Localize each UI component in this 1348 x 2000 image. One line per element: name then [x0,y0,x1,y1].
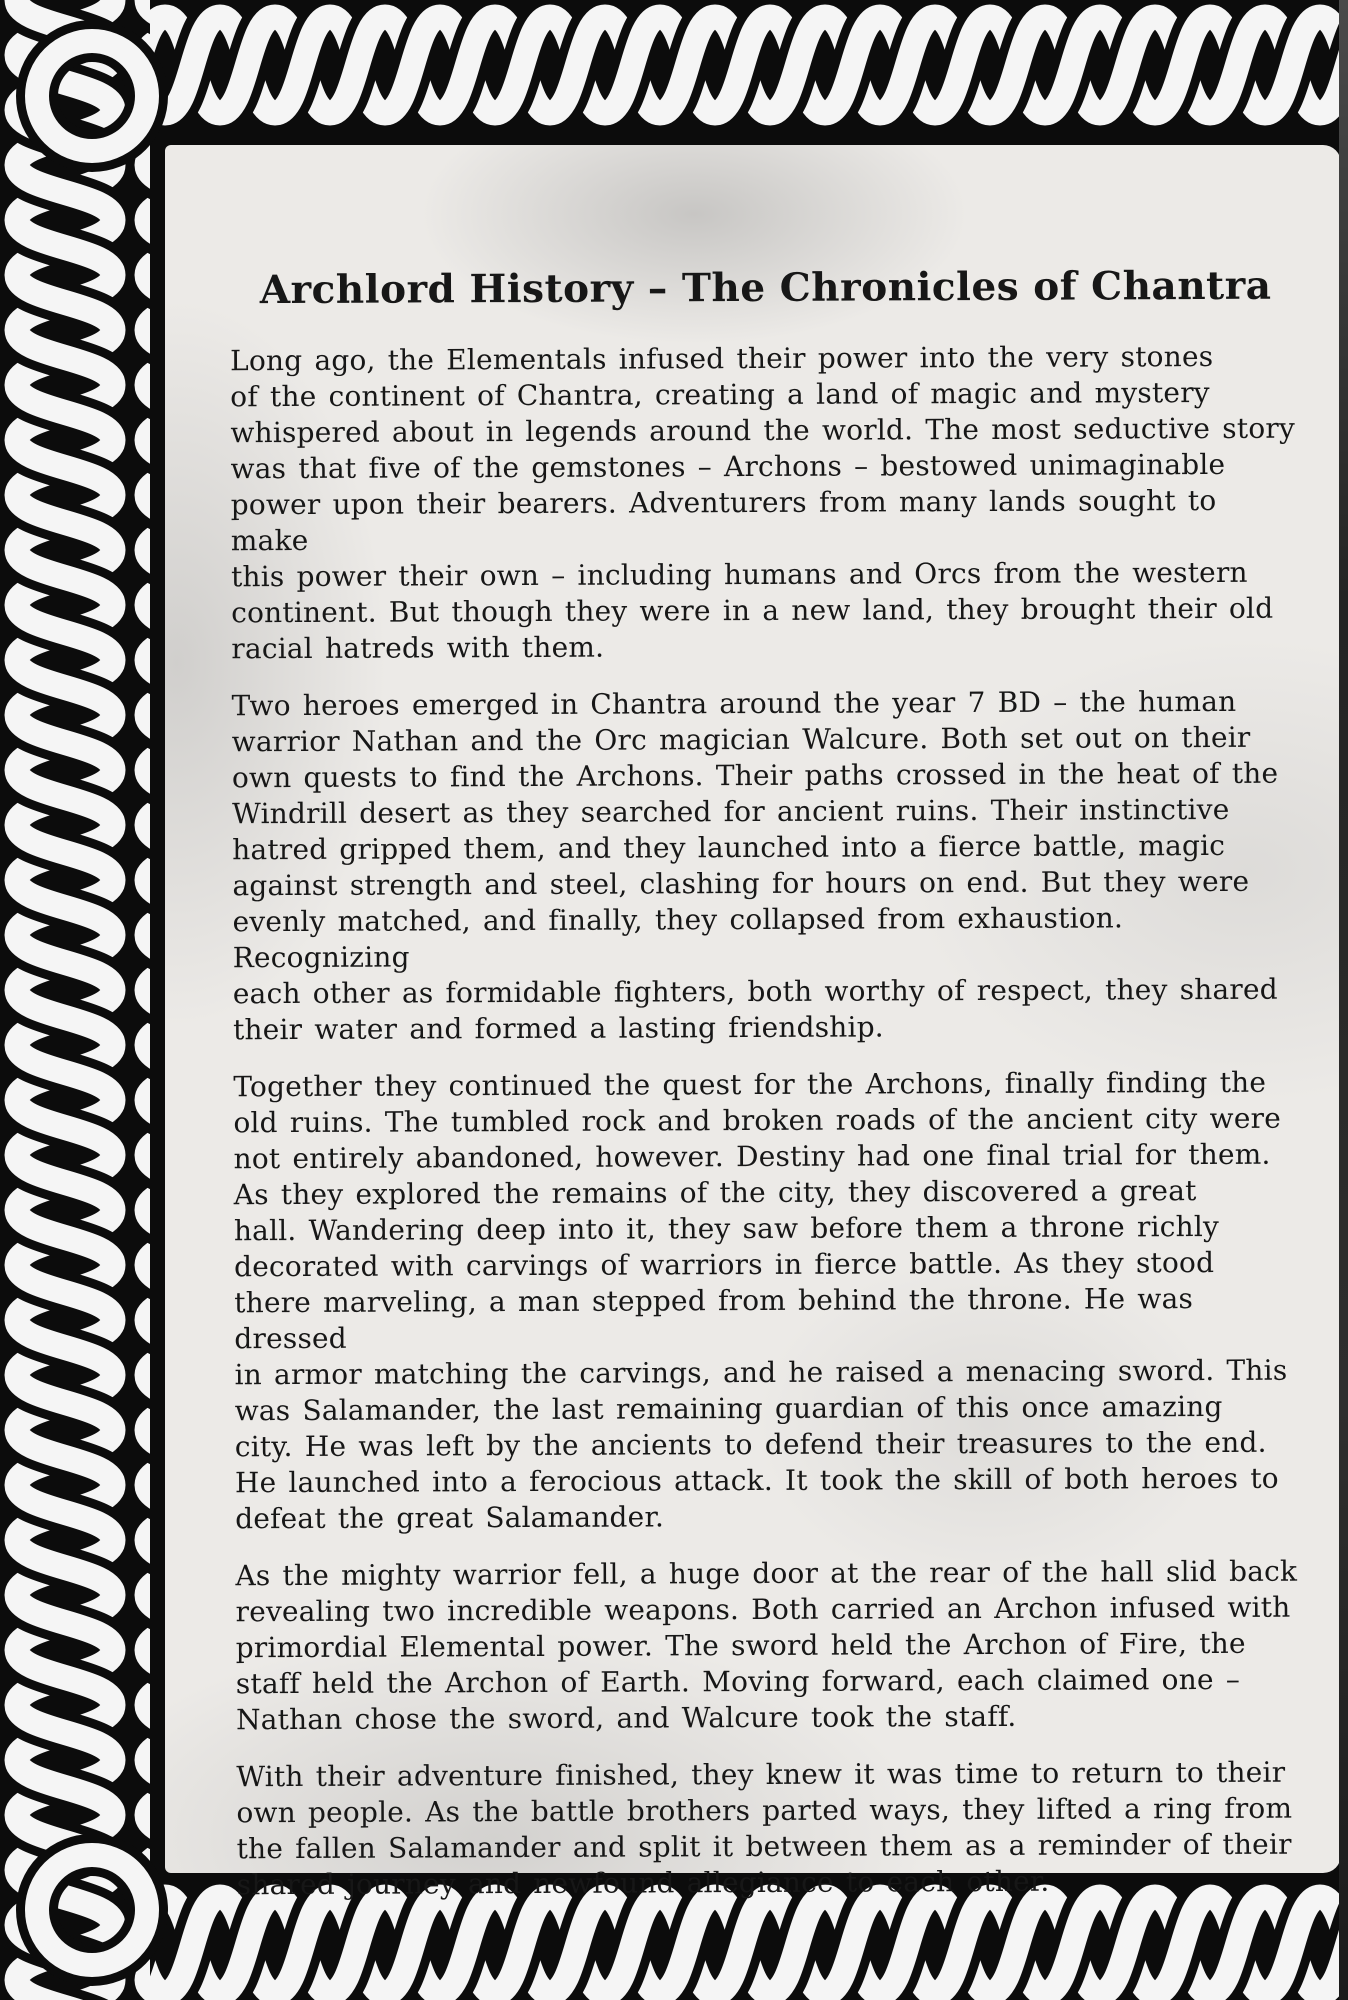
paper-sheet [165,145,1341,1902]
story-paragraph-4: As the mighty warrior fell, a huge door at the rear of the hall slid back revealing two incredible weapons. Both carried an Archon infused with primordial Elemental power. The sword held the Archon of Fire, the staff held the Archon of Earth. Moving forward, each claimed one – Nathan chose the sword, and Walcure took the staff. [235,1554,1298,1737]
story-paragraph-5: With their adventure finished, they knew it was time to return to their own people. As the battle brothers parted ways, they lifted a ring from the fallen Salamander and split it between them as a reminder of their shared journey and newfound allegiance to each other. [236,1755,1293,1902]
celtic-knot-border-top [0,0,1348,130]
page-title: Archlord History – The Chronicles of Chantra [259,262,1272,314]
story-paragraph-2: Two heroes emerged in Chantra around the year 7 BD – the human warrior Nathan and the Orc magician Walcure. Both set out on their own quests to find the Archons. Their paths crossed in the heat of the Windrill desert as they searched for ancient ruins. Their instinctive hatred gripped them, and they launched into a fierce battle, magic against strength and steel, clashing for hours on end. But they were evenly matched, and finally, they collapsed from exhaustion. Recognizing each other as formidable fighters, both worthy of respect, they shared their water and formed a lasting friendship. [231,684,1279,1047]
celtic-knot-border-left [0,0,150,2000]
story-paragraph-1: Long ago, the Elementals infused their power into the very stones of the continent of Chantra, creating a land of magic and mystery whispered about in legends around the world. The most seductive story was that five of the gemstones – Archons – bestowed unimaginable power upon their bearers. Adventurers from many lands sought to make this power their own – including humans and Orcs from the western continent. But though they were in a new land, they brought their old racial hatreds with them. [230,339,1296,666]
story-paragraph-3: Together they continued the quest for the Archons, finally finding the old ruins. The tumbled rock and broken roads of the ancient city were not entirely abandoned, however. Destiny had one final trial for them. As they explored the remains of the city, they discovered a great hall. Wandering deep into it, they saw before them a throne richly decorated with carvings of warriors in fierce battle. As they stood there marveling, a man stepped from behind the throne. He was dressed in armor matching the carvings, and he raised a menacing sword. This was Salamander, the last remaining guardian of this once amazing city. He was left by the ancients to defend their treasures to the end. He launched into a ferocious attack. It took the skill of both heroes to defeat the great Salamander. [233,1065,1288,1536]
celtic-knot-corner-bottom-left [0,1812,190,2000]
story-content [161,142,1345,1903]
page-edge-shadow [1339,0,1348,2000]
